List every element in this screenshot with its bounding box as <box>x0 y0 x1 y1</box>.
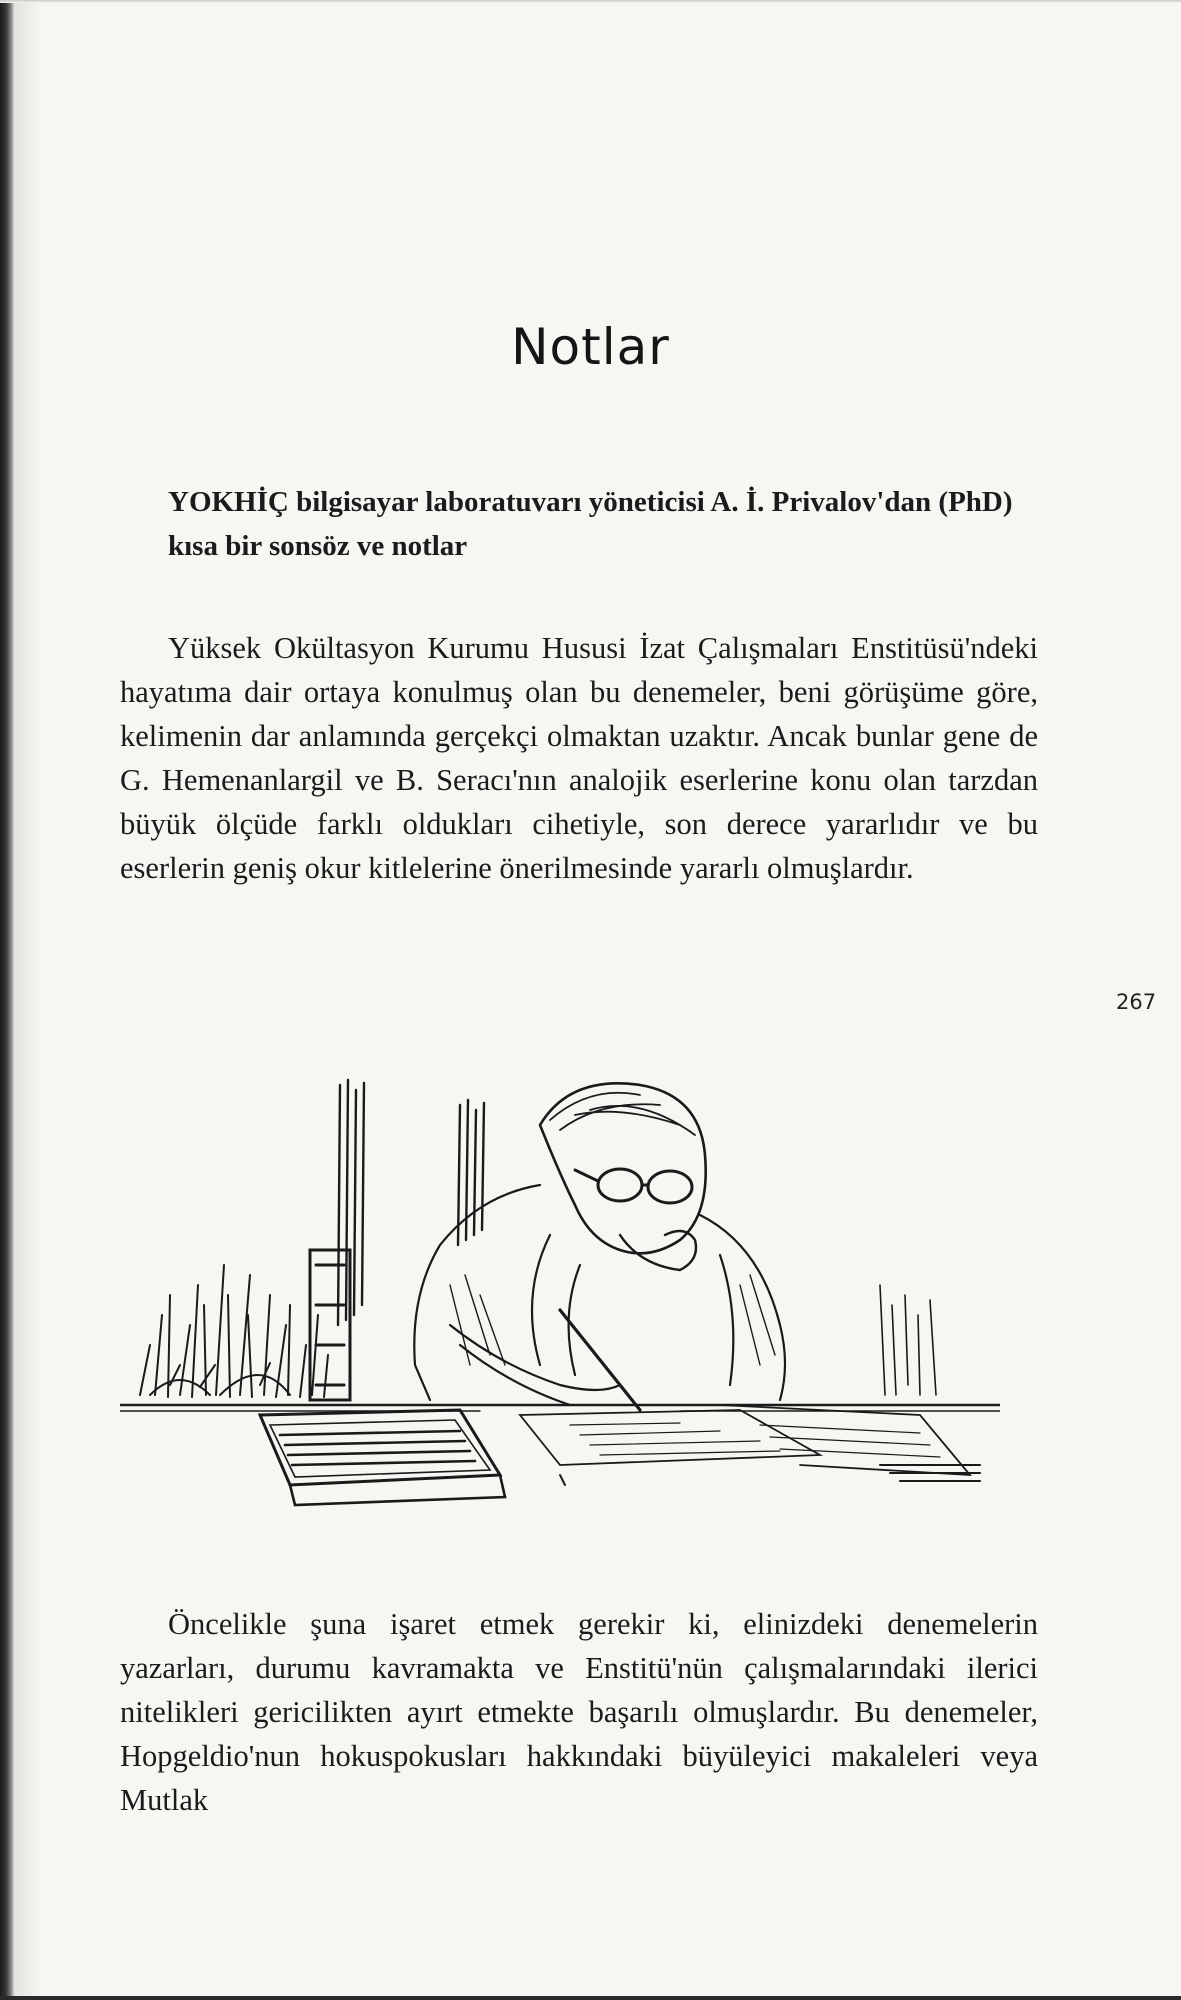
grass-strokes <box>140 1265 328 1397</box>
man-jacket <box>414 1185 785 1410</box>
book-stack <box>260 1410 505 1505</box>
page-title: Notlar <box>511 318 670 376</box>
page-top-edge <box>0 0 1181 3</box>
man-head <box>540 1083 706 1270</box>
page-number: 267 <box>1116 990 1157 1014</box>
right-reeds <box>880 1285 936 1395</box>
page-bottom-edge <box>0 1996 1181 2000</box>
gutter-shade <box>14 0 44 2000</box>
chair-back <box>310 1250 350 1400</box>
desk-papers <box>520 1405 980 1485</box>
background-posts <box>338 1080 484 1325</box>
book-spine-shadow <box>0 0 14 2000</box>
paragraph-2: Öncelikle şuna işaret etmek gerekir ki, elinizdeki denemelerin yazarları, durumu kavramakta ve Enstitü'nün çalışmalarındaki ilerici nitelikleri gericilikten ayırt etmekte başarılı olmuşlardır. Bu denemeler, Hopgeldio'nun hokuspokusları hakkındaki büyüleyici makaleleri veya Mutlak <box>120 1607 1038 1817</box>
paragraph-1: Yüksek Okültasyon Kurumu Hususi İzat Çalışmaları Enstitüsü'ndeki hayatıma dair ortaya konulmuş olan bu denemeler, beni görüşüme göre, kelimenin dar anlamında gerçekçi olmaktan uzaktır. Ancak bunlar gene de G. Hemenanlargil ve B. Seracı'nın analojik eserlerine konu olan tarzdan büyük ölçüde farklı oldukları cihetiyle, son derece yararlıdır ve bu eserlerin geniş okur kitlelerine önerilmesinde yararlı olmuşlardır. <box>120 631 1038 885</box>
section-heading: YOKHİÇ bilgisayar laboratuvarı yöneticisi A. İ. Privalov'dan (PhD) kısa bir sonsöz ve notlar <box>168 486 1013 562</box>
man-writing-at-desk-illustration <box>120 1065 1000 1525</box>
